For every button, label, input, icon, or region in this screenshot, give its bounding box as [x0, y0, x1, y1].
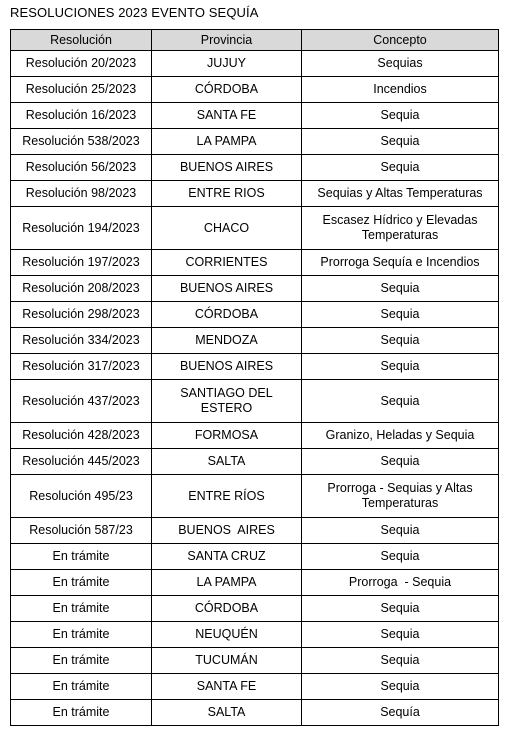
cell-resolucion: Resolución 428/2023: [11, 423, 152, 449]
cell-concepto: Sequia: [302, 103, 499, 129]
cell-resolucion: Resolución 495/23: [11, 475, 152, 518]
cell-provincia: MENDOZA: [152, 328, 302, 354]
cell-concepto: Prorroga - Sequias y Altas Temperaturas: [302, 475, 499, 518]
table-row: [11, 207, 499, 250]
table-row: [11, 155, 499, 181]
table-row: [11, 380, 499, 423]
cell-concepto: Sequia: [302, 302, 499, 328]
cell-resolucion: En trámite: [11, 700, 152, 726]
table-row: [11, 596, 499, 622]
cell-concepto: Sequia: [302, 449, 499, 475]
table-row: [11, 250, 499, 276]
cell-resolucion: En trámite: [11, 622, 152, 648]
cell-concepto: Sequia: [302, 155, 499, 181]
cell-provincia: CÓRDOBA: [152, 77, 302, 103]
cell-provincia: BUENOS AIRES: [152, 518, 302, 544]
cell-resolucion: Resolución 25/2023: [11, 77, 152, 103]
cell-resolucion: Resolución 98/2023: [11, 181, 152, 207]
cell-concepto: Granizo, Heladas y Sequia: [302, 423, 499, 449]
cell-concepto: Prorroga Sequía e Incendios: [302, 250, 499, 276]
cell-provincia: CHACO: [152, 207, 302, 250]
document-title: RESOLUCIONES 2023 EVENTO SEQUÍA: [10, 5, 259, 20]
cell-resolucion: Resolución 298/2023: [11, 302, 152, 328]
cell-concepto: Sequía: [302, 700, 499, 726]
header-row: [11, 30, 499, 51]
cell-provincia: FORMOSA: [152, 423, 302, 449]
table-row: [11, 449, 499, 475]
cell-provincia: SANTA FE: [152, 103, 302, 129]
cell-resolucion: Resolución 317/2023: [11, 354, 152, 380]
cell-resolucion: Resolución 437/2023: [11, 380, 152, 423]
cell-provincia: BUENOS AIRES: [152, 155, 302, 181]
cell-provincia: SANTA CRUZ: [152, 544, 302, 570]
cell-concepto: Sequia: [302, 596, 499, 622]
table-row: [11, 622, 499, 648]
cell-resolucion: Resolución 538/2023: [11, 129, 152, 155]
table-body: [11, 51, 499, 726]
cell-concepto: Sequia: [302, 648, 499, 674]
cell-provincia: SANTA FE: [152, 674, 302, 700]
cell-resolucion: En trámite: [11, 648, 152, 674]
table-row: [11, 700, 499, 726]
cell-provincia: BUENOS AIRES: [152, 276, 302, 302]
table-row: [11, 276, 499, 302]
cell-concepto: Sequia: [302, 328, 499, 354]
cell-resolucion: Resolución 587/23: [11, 518, 152, 544]
cell-concepto: Sequia: [302, 674, 499, 700]
cell-resolucion: En trámite: [11, 544, 152, 570]
cell-resolucion: En trámite: [11, 570, 152, 596]
cell-provincia: JUJUY: [152, 51, 302, 77]
table-row: [11, 423, 499, 449]
cell-provincia: CÓRDOBA: [152, 302, 302, 328]
cell-concepto: Sequia: [302, 380, 499, 423]
table-row: [11, 354, 499, 380]
cell-concepto: Incendios: [302, 77, 499, 103]
cell-resolucion: Resolución 194/2023: [11, 207, 152, 250]
cell-resolucion: Resolución 56/2023: [11, 155, 152, 181]
cell-resolucion: Resolución 208/2023: [11, 276, 152, 302]
table-row: [11, 570, 499, 596]
header-provincia: Provincia: [152, 30, 302, 51]
table-row: [11, 518, 499, 544]
cell-resolucion: En trámite: [11, 596, 152, 622]
cell-resolucion: Resolución 20/2023: [11, 51, 152, 77]
cell-provincia: ENTRE RIOS: [152, 181, 302, 207]
cell-provincia: NEUQUÉN: [152, 622, 302, 648]
cell-provincia: LA PAMPA: [152, 570, 302, 596]
cell-concepto: Sequias: [302, 51, 499, 77]
table-row: [11, 674, 499, 700]
cell-concepto: Sequia: [302, 518, 499, 544]
table-row: [11, 544, 499, 570]
cell-provincia: SANTIAGO DEL ESTERO: [152, 380, 302, 423]
cell-provincia: SALTA: [152, 700, 302, 726]
table-row: [11, 328, 499, 354]
table-row: [11, 103, 499, 129]
cell-resolucion: Resolución 445/2023: [11, 449, 152, 475]
cell-concepto: Sequia: [302, 544, 499, 570]
resoluciones-table: [10, 29, 499, 726]
cell-concepto: Sequia: [302, 622, 499, 648]
table-row: [11, 77, 499, 103]
table-row: [11, 648, 499, 674]
header-resolucion: Resolución: [11, 30, 152, 51]
cell-concepto: Prorroga - Sequia: [302, 570, 499, 596]
cell-concepto: Sequia: [302, 129, 499, 155]
cell-provincia: CÓRDOBA: [152, 596, 302, 622]
cell-provincia: LA PAMPA: [152, 129, 302, 155]
header-concepto: Concepto: [302, 30, 499, 51]
table-row: [11, 475, 499, 518]
cell-resolucion: En trámite: [11, 674, 152, 700]
cell-provincia: ENTRE RÍOS: [152, 475, 302, 518]
cell-resolucion: Resolución 16/2023: [11, 103, 152, 129]
table-row: [11, 129, 499, 155]
table-row: [11, 302, 499, 328]
cell-concepto: Escasez Hídrico y Elevadas Temperaturas: [302, 207, 499, 250]
cell-provincia: SALTA: [152, 449, 302, 475]
cell-concepto: Sequia: [302, 354, 499, 380]
cell-resolucion: Resolución 197/2023: [11, 250, 152, 276]
cell-provincia: TUCUMÁN: [152, 648, 302, 674]
cell-concepto: Sequias y Altas Temperaturas: [302, 181, 499, 207]
cell-resolucion: Resolución 334/2023: [11, 328, 152, 354]
cell-provincia: CORRIENTES: [152, 250, 302, 276]
table-row: [11, 181, 499, 207]
cell-provincia: BUENOS AIRES: [152, 354, 302, 380]
cell-concepto: Sequia: [302, 276, 499, 302]
table-row: [11, 51, 499, 77]
table-header: [11, 30, 499, 51]
